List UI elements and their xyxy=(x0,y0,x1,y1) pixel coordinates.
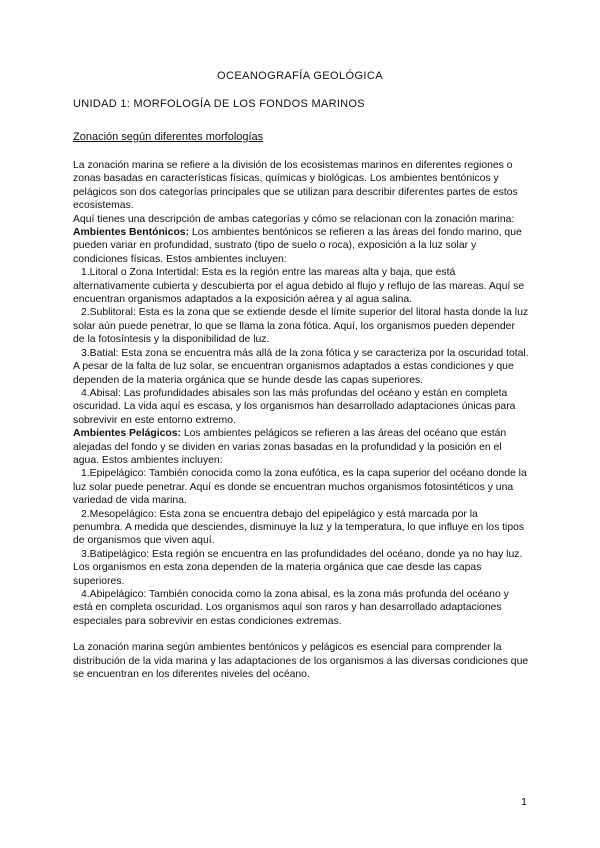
pelagic-item: 3.Batipelágico: Esta región se encuentra en las profundidades del océano, donde ya no hay luz. Los organismos en esta zona dependen de la materia orgánica que cae desde las capas superiores. xyxy=(73,548,523,587)
intro-paragraph-2: Aquí tienes una descripción de ambas categorías y cómo se relacionan con la zonación marina: xyxy=(73,213,515,225)
benthic-item: 3.Batial: Esta zona se encuentra más allá de la zona fótica y se caracteriza por la oscuridad total. A pesar de la falta de luz solar, se encuentran organismos adaptados a estas condiciones y que dependen de la materia orgánica que se hunde desde las capas superiores. xyxy=(73,347,529,386)
paragraph-gap xyxy=(73,628,529,641)
conclusion-paragraph: La zonación marina según ambientes bentónicos y pelágicos es esencial para comprender la distribución de la vida marina y las adaptaciones de los organismos a las diversas condiciones que se encuentran en los diferentes niveles del océano. xyxy=(73,642,529,681)
benthic-text: Los ambientes bentónicos se refieren a las áreas del fondo marino, que pueden variar en profundidad, sustrato (tipo de suelo o roca), exposición a la luz solar y condiciones físicas. Estos ambientes incluyen: xyxy=(73,227,522,265)
pelagic-item: 1.Epipelágico: También conocida como la zona eufótica, es la capa superior del océano donde la luz solar puede penetrar. Aquí es donde se encuentran muchos organismos fotosintéticos y una variedad de vida marina. xyxy=(73,468,527,507)
benthic-item: 2.Sublitoral: Esta es la zona que se extiende desde el límite superior del litoral hasta donde la luz solar aún puede penetrar, lo que se llama la zona fótica. Aquí, los organismos pueden depender de la fotosíntesis y la disponibilidad de luz. xyxy=(73,307,529,346)
benthic-label: Ambientes Bentónicos: xyxy=(73,227,190,239)
benthic-paragraph xyxy=(73,226,529,266)
section-subheading: Zonación según diferentes morfologías xyxy=(73,131,264,143)
benthic-item: 4.Abisal: Las profundidades abisales son las más profundas del océano y están en completa oscuridad. La vida aquí es escasa, y los organismos han desarrollado adaptaciones únicas para sobrevivir en este entorno extremo. xyxy=(73,387,516,426)
page-number: 1 xyxy=(521,796,527,808)
pelagic-item: 2.Mesopelágico: Esta zona se encuentra debajo del epipelágico y está marcada por la penumbra. A medida que desciendes, disminuye la luz y la temperatura, lo que influye en los tipos de organismos que viven aquí. xyxy=(73,508,525,547)
document-title: OCEANOGRAFÍA GEOLÓGICA xyxy=(217,70,383,82)
pelagic-paragraph xyxy=(73,427,529,467)
pelagic-item: 4.Abipelágico: También conocida como la zona abisal, es la zona más profunda del océano y está en completa oscuridad. Los organismos aquí son raros y han desarrollado adaptaciones especiales para sobrevivir en estas condiciones extremas. xyxy=(73,589,509,627)
document-body xyxy=(73,159,529,681)
benthic-item: 1.Litoral o Zona Intertidal: Esta es la región entre las mareas alta y baja, que está alternativamente cubierta y descubierta por el agua debido al flujo y reflujo de las mareas. Aquí se encuentran organismos adaptados a la exposición aérea y al agua salina. xyxy=(73,267,525,306)
intro-paragraph: La zonación marina se refiere a la división de los ecosistemas marinos en diferentes regiones o zonas basadas en características físicas, químicas y biológicas. Los ambientes bentónicos y pelágicos son dos categorías principales que se utilizan para describir diferentes partes de estos ecosistemas. xyxy=(73,160,518,212)
pelagic-label: Ambientes Pelágicos: xyxy=(73,428,181,440)
pelagic-text: Los ambientes pelágicos se refieren a las áreas del océano que están alejadas del fondo y se dividen en varias zonas basadas en la profundidad y la posición en el agua. Estos ambientes incluyen: xyxy=(73,428,507,466)
unit-heading: UNIDAD 1: MORFOLOGÍA DE LOS FONDOS MARINOS xyxy=(73,98,365,110)
